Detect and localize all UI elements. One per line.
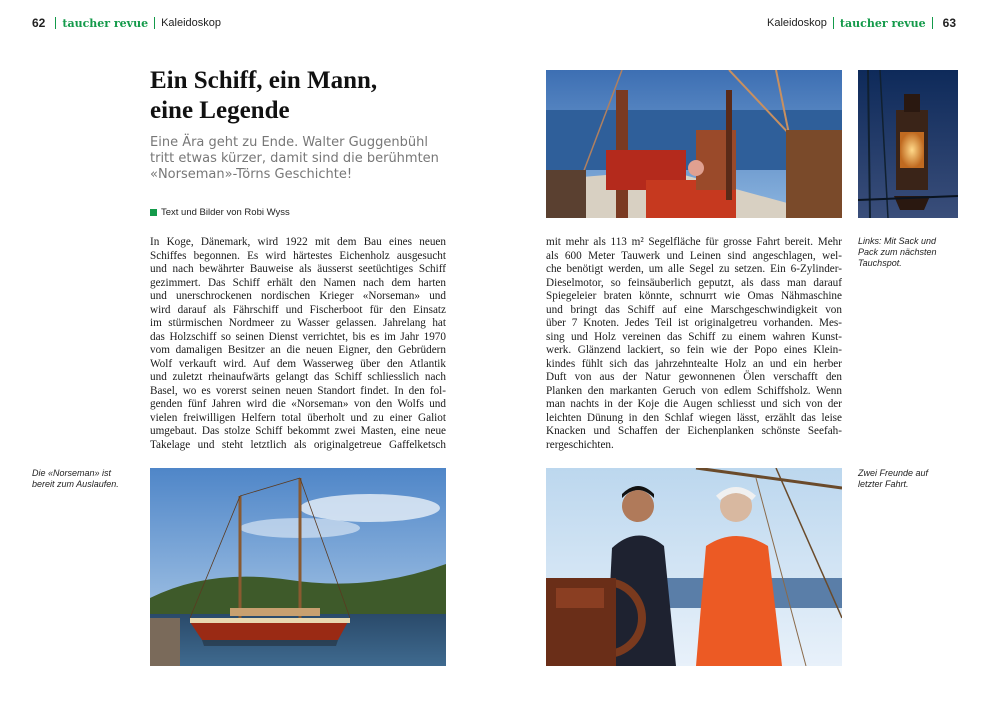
body-line: Duft von aus der Natur gewonnenen Ölen verschafft den [546,371,842,383]
body-line: und nach bewährter Bauweise als äusserst seetüchtiges Schiff [150,263,446,275]
body-line: Takelage und steht letztlich als originalgetreue Gaffelketsch [150,438,446,451]
deck-photo [546,70,842,218]
magazine-logo-right: taucher revue [839,16,926,30]
friends-photo [546,468,842,666]
caption-line: Tauchspot. [858,258,902,268]
body-line: und bringt das Schiff auf eine Marschgeschwindigkeit von [546,303,842,316]
caption-line: Links: Mit Sack und [858,236,937,246]
caption-line: Zwei Freunde auf [858,468,929,478]
body-line: über 7 Knoten. Jedes Teil ist originalgetreu vorhanden. Mes- [546,317,842,329]
lantern-photo [858,70,958,218]
headline-line: eine Legende [150,97,290,124]
body-line: im stürmischen Nordmeer zu Wasser gelassen. Jahrelang hat [150,317,446,329]
lead-line: «Norseman»-Törns Geschichte! [150,167,353,182]
header-divider [154,17,155,29]
lead-line: Eine Ära geht zu Ende. Walter Guggenbühl [150,135,428,150]
body-line: Dieselmotor, so feinsäuberlich geputzt, als dass man darauf [546,276,842,289]
body-line: Planken den markanten Geruch von edlem Schiffsholz. Wenn [546,384,842,397]
body-line: man nachts in der Koje die Augen schliesst und sich von der [546,398,842,410]
body-line: als 600 Meter Tauwerk und Leinen sind angeschlagen, wel- [546,249,842,262]
body-line: Knacken und Schaffen der Eichenplanken schönste Seefah- [546,425,842,437]
page-header-right [767,14,956,32]
green-square-icon [150,209,157,216]
body-line: werk. Glänzend lackiert, so fein wie der Popo eines Klein- [546,344,842,356]
body-line: In Koge, Dänemark, wird 1922 mit dem Bau eines neuen [150,236,446,248]
lead-line: tritt etwas kürzer, damit sind die berühmten [150,151,439,166]
body-line: Basel, wo es vorerst seinen neuen Standort findet. In den fol- [150,384,446,397]
body-line: Schiffes begonnen. Es wird härtestes Eichenholz ausgesucht [150,249,446,262]
body-line: mit mehr als 113 m² Segelfläche für grosse Fahrt bereit. Mehr [546,236,842,248]
page-number-right: 63 [942,16,956,30]
byline-text: Text und Bilder von Robi Wyss [161,207,290,218]
body-line: gezimmert. Das Schiff erhält den Namen nach dem harten [150,276,446,289]
body-column-1 [150,236,446,452]
body-line: vielen freiwilligen Helfern total überholt und zu einer Galiot [150,411,446,424]
magazine-logo-left: taucher revue [62,16,149,30]
section-name-right: Kaleidoskop [766,17,827,29]
body-line: wird darauf als Fährschiff und Fischerboot für den Einsatz [150,303,446,316]
body-line: Wolf verkauft wird. Auf dem Wasserweg über den Atlantik [150,357,446,370]
body-column-2 [546,236,842,452]
page-header-left [32,14,221,32]
body-line: che benötigt werden, um alle Segel zu setzen. Ein 6-Zylinder- [546,263,842,275]
body-line: umgebaut. Das stolze Schiff bekommt zwei Masten, eine neue [150,425,446,437]
caption-line: Die «Norseman» ist [32,468,112,478]
caption-line: bereit zum Auslaufen. [32,479,119,489]
body-line: sing und Holz vereinen das Schiff zu einem wahren Kunst- [546,330,842,343]
article-headline [150,66,450,126]
body-line: und zuletzt rheinaufwärts gelangt das Schiff schliesslich nach [150,371,446,383]
body-line: und unerschrockenen nordischen Krieger «Norseman» und [150,290,446,302]
body-line: leichten Dünung in den Schlaf wiegen lässt, erzählt das leise [546,411,842,424]
section-name-left: Kaleidoskop [161,17,222,29]
caption-line: Pack zum nächsten [858,247,937,257]
header-divider [833,17,834,29]
headline-line: Ein Schiff, ein Mann, [150,67,378,94]
byline [150,207,290,218]
page-number-left: 62 [32,16,46,30]
ship-photo [150,468,446,666]
body-line: vom damaligen Besitzer an die neuen Eigner, den Gebrüdern [150,344,446,356]
caption-lantern [858,236,968,269]
article-lead [150,135,450,183]
caption-friends [858,468,968,490]
header-divider [55,17,56,29]
caption-line: letzter Fahrt. [858,479,909,489]
body-line: Spiegeleier braten könnte, schnurrt wie Omas Nähmaschine [546,290,842,302]
body-line: rergeschichten. [546,438,614,451]
body-line: das Holzschiff so seinen Dienst verrichtet, bis es im Jahr 1970 [150,330,446,343]
body-line: kindes fühlt sich das jahrzehntealte Holz an und ein herber [546,357,842,370]
body-line: genden fünf Jahren wird die «Norseman» von den Wolfs und [150,398,446,410]
header-divider [932,17,933,29]
caption-ship [32,468,132,490]
